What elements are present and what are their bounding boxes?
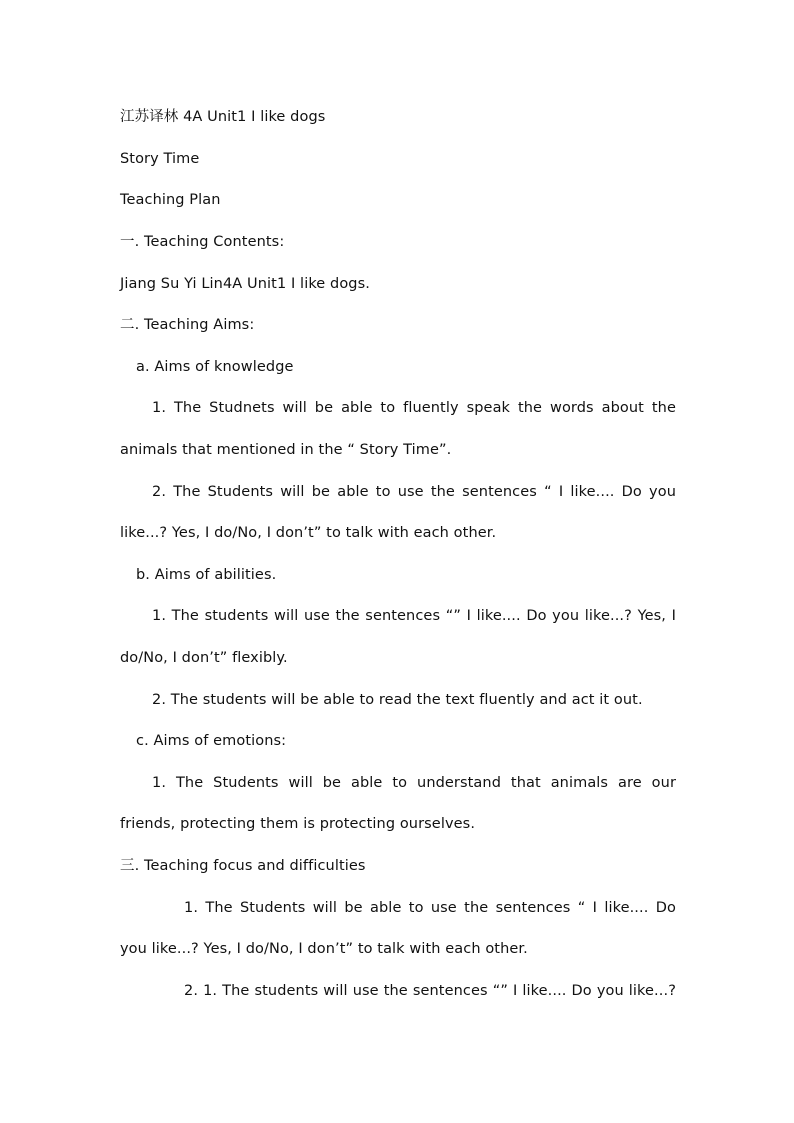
paragraph-line: friends, protecting them is protecting ourselves. <box>120 816 476 832</box>
paragraph-line: you like...? Yes, I do/No, I don’t” to talk with each other. <box>120 941 528 957</box>
paragraph-line: like...? Yes, I do/No, I don’t” to talk with each other. <box>120 525 497 541</box>
paragraph-line: 1. The Students will be able to understand that animals are our <box>152 775 676 791</box>
paragraph-line: 2. The Students will be able to use the sentences “ I like.... Do you <box>152 484 676 500</box>
paragraph-line: do/No, I don’t” flexibly. <box>120 650 288 666</box>
contents-text: Jiang Su Yi Lin4A Unit1 I like dogs. <box>120 276 370 292</box>
paragraph-line: 2. 1. The students will use the sentences “” I like.... Do you like...? <box>184 983 676 999</box>
teaching-plan-heading: Teaching Plan <box>120 192 221 208</box>
subheading-emotions: c. Aims of emotions: <box>136 733 287 749</box>
story-time-heading: Story Time <box>120 151 200 167</box>
document-title: 江苏译林 4A Unit1 I like dogs <box>120 109 326 125</box>
paragraph-line: 1. The students will use the sentences “” I like.... Do you like...? Yes, I <box>152 608 676 624</box>
paragraph-line: animals that mentioned in the “ Story Time”. <box>120 442 452 458</box>
paragraph-line: 1. The Studnets will be able to fluently speak the words about the <box>152 400 676 416</box>
section-heading-contents: 一. Teaching Contents: <box>120 234 285 250</box>
section-heading-aims: 二. Teaching Aims: <box>120 317 255 333</box>
subheading-knowledge: a. Aims of knowledge <box>136 359 294 375</box>
section-heading-focus: 三. Teaching focus and difficulties <box>120 858 366 874</box>
paragraph-line: 1. The Students will be able to use the sentences “ I like.... Do <box>184 900 676 916</box>
subheading-abilities: b. Aims of abilities. <box>136 567 277 583</box>
paragraph-line: 2. The students will be able to read the text fluently and act it out. <box>152 692 643 708</box>
